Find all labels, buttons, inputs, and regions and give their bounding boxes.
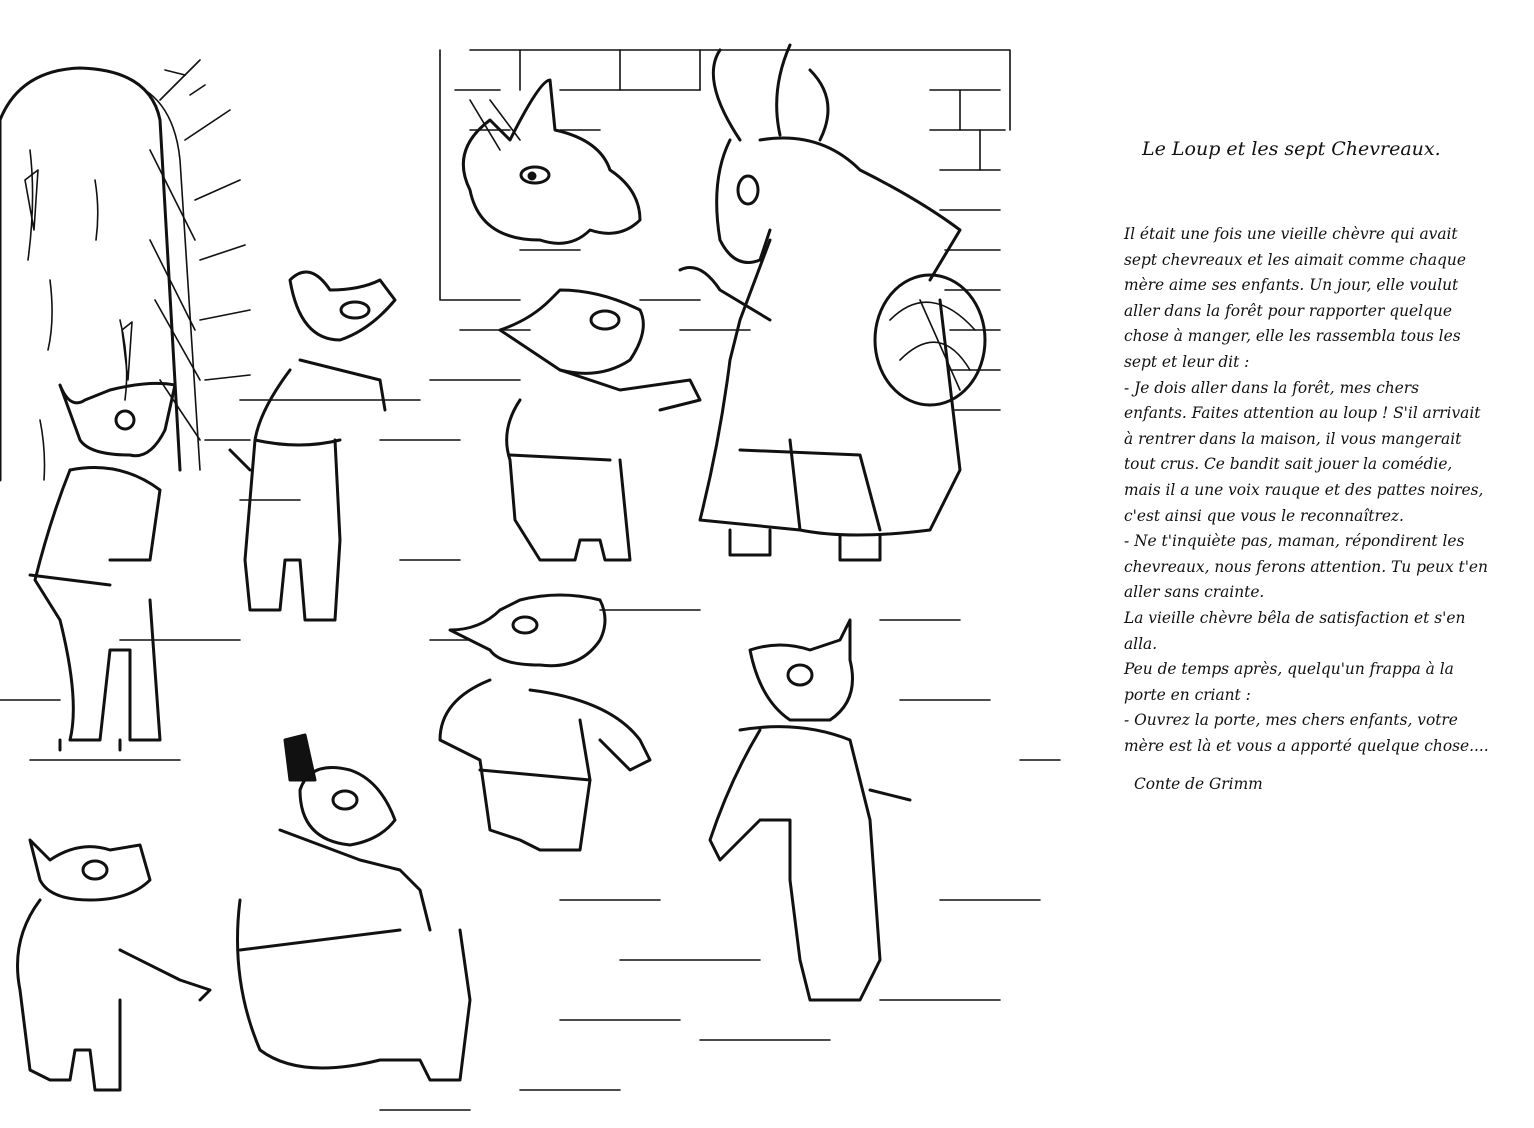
story-line: tout crus. Ce bandit sait jouer la comédie, [1124, 455, 1453, 474]
story-line: porte en criant : [1124, 685, 1251, 704]
story-line: - Je dois aller dans la forêt, mes chers [1124, 378, 1419, 397]
story-line: mère aime ses enfants. Un jour, elle voulut [1124, 276, 1459, 295]
wolf-head [463, 80, 640, 243]
story-line: chose à manger, elle les rassembla tous les [1124, 327, 1461, 346]
story-body [1112, 222, 1522, 759]
story-line: sept chevreaux et les aimait comme chaque [1124, 250, 1466, 269]
arched-door [0, 60, 250, 480]
story-line: enfants. Faites attention au loup ! S'il arrivait [1124, 404, 1481, 423]
kid-dancing [440, 595, 650, 850]
story-line: La vieille chèvre bêla de satisfaction et s'en [1124, 608, 1466, 627]
kid-standing [230, 272, 395, 620]
mother-goat [680, 45, 985, 560]
story-line: Il était une fois une vieille chèvre qui avait [1124, 225, 1458, 243]
story-line: alla. [1124, 634, 1158, 653]
kid-sitting [238, 735, 471, 1080]
story-line: sept et leur dit : [1124, 352, 1250, 371]
story-line: c'est ainsi que vous le reconnaîtrez. [1124, 506, 1404, 525]
story-credit: Conte de Grimm [1134, 775, 1263, 794]
story-line: chevreaux, nous ferons attention. Tu peux t'en [1124, 557, 1488, 576]
story-line: mais il a une voix rauque et des pattes noires, [1124, 480, 1484, 499]
story-line: aller sans crainte. [1124, 583, 1265, 602]
kid-bottom-left [18, 840, 211, 1090]
story-line: mère est là et vous a apporté quelque chose.... [1124, 736, 1489, 755]
story-line: - Ne t'inquiète pas, maman, répondirent les [1124, 532, 1465, 551]
story-line: aller dans la forêt pour rapporter quelque [1124, 301, 1452, 320]
kid-left [30, 383, 175, 750]
kid-right [710, 620, 910, 1000]
story-title: Le Loup et les sept Chevreaux. [1142, 138, 1441, 160]
story-text-column [1112, 138, 1522, 793]
story-line: à rentrer dans la maison, il vous mangerait [1124, 429, 1462, 448]
story-line: Peu de temps après, quelqu'un frappa à la [1124, 660, 1454, 679]
story-line: - Ouvrez la porte, mes chers enfants, votre [1124, 711, 1458, 730]
